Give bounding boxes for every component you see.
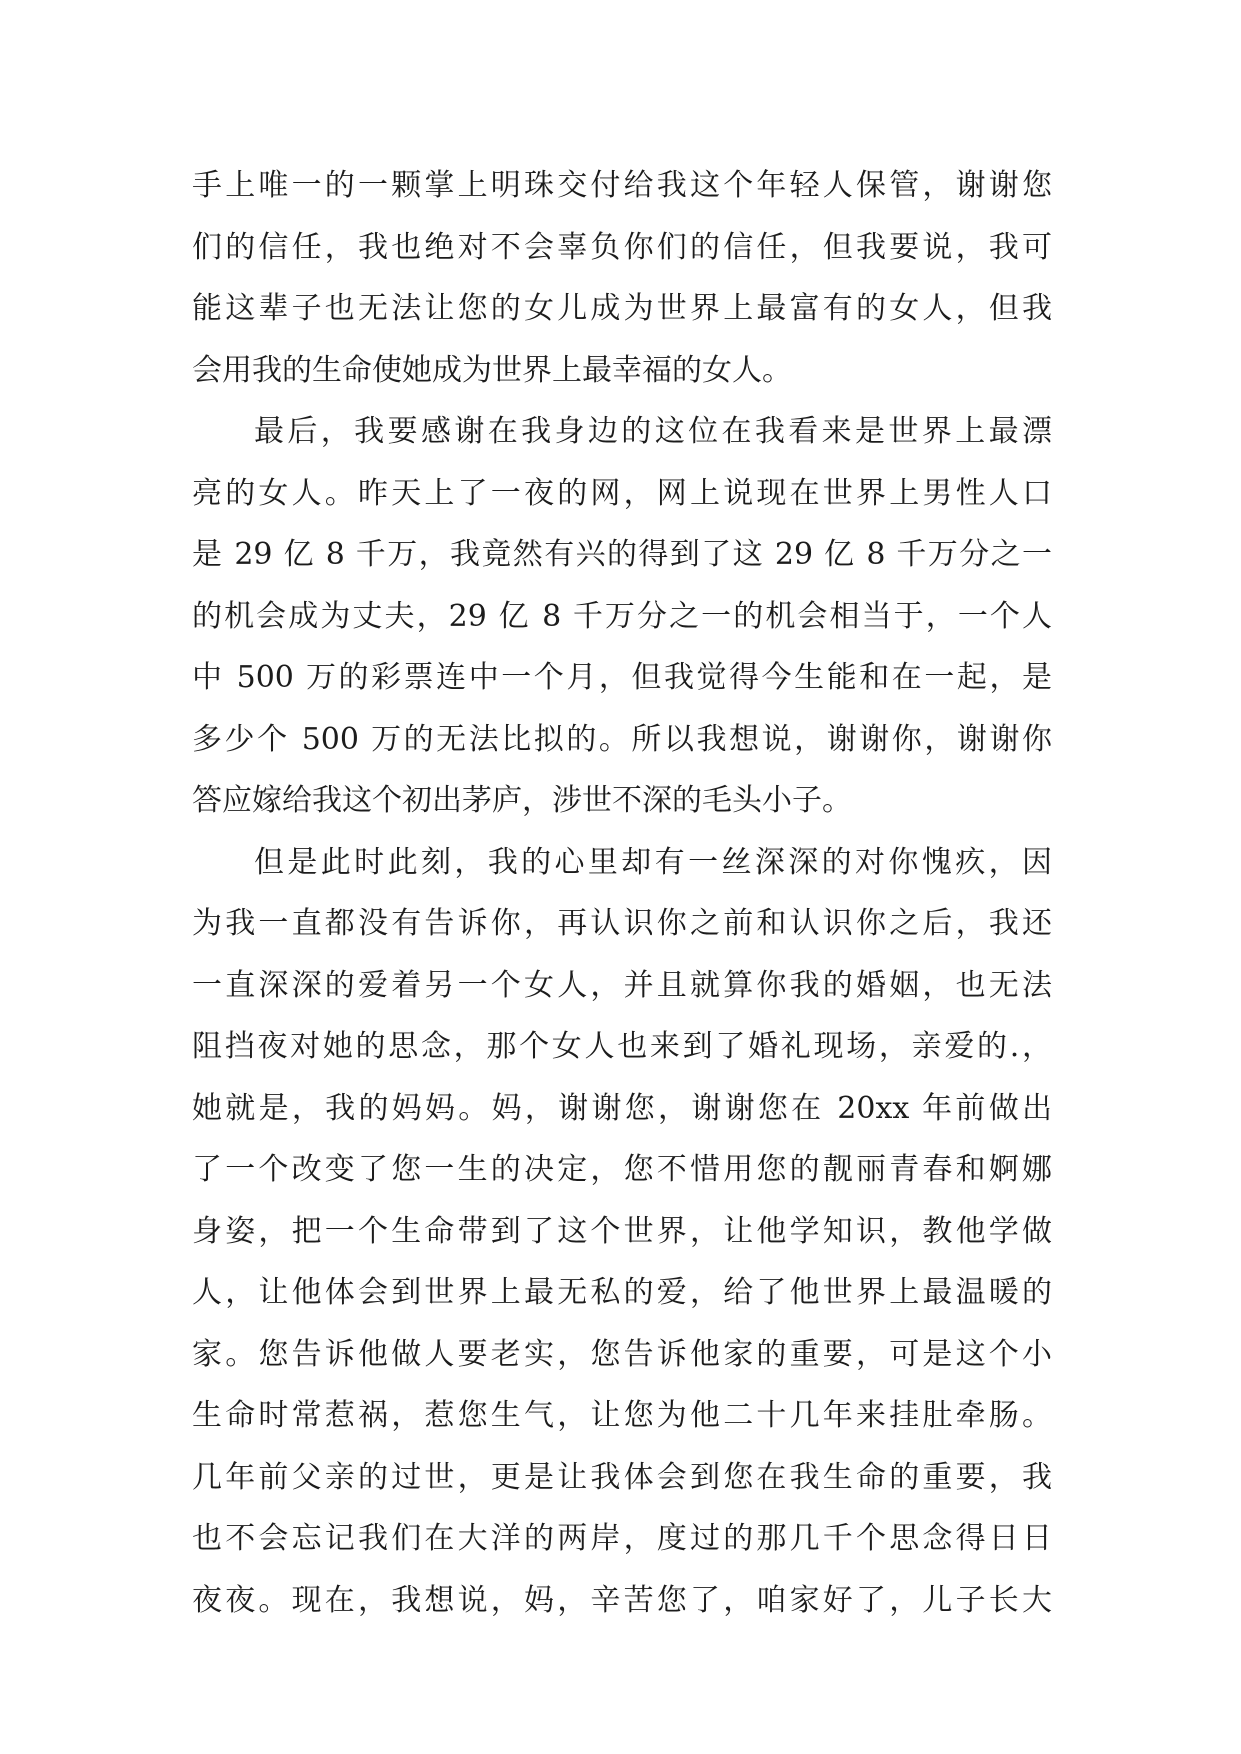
text-line: 会用我的生命使她成为世界上最幸福的女人。 bbox=[192, 352, 792, 388]
text-line: 了一个改变了您一生的决定，您不惜用您的靓丽青春和婀娜 bbox=[192, 1152, 1052, 1187]
text-line: 多少个 500 万的无法比拟的。所以我想说，谢谢你，谢谢你 bbox=[192, 721, 1052, 757]
text-line: 阻挡夜对她的思念，那个女人也来到了婚礼现场，亲爱的.， bbox=[192, 1029, 1052, 1064]
text-line: 的机会成为丈夫，29 亿 8 千万分之一的机会相当于，一个人 bbox=[192, 598, 1052, 634]
text-line: 家。您告诉他做人要老实，您告诉他家的重要，可是这个小 bbox=[192, 1336, 1052, 1372]
text-line: 手上唯一的一颗掌上明珠交付给我这个年轻人保管，谢谢您 bbox=[192, 168, 1052, 203]
text-line: 答应嫁给我这个初出茅庐，涉世不深的毛头小子。 bbox=[192, 783, 852, 818]
document-body bbox=[192, 155, 1052, 1631]
text-line: 们的信任，我也绝对不会辜负你们的信任，但我要说，我可 bbox=[192, 229, 1052, 265]
paragraph-first-line: 但是此时此刻，我的心里却有一丝深深的对你愧疚，因 bbox=[254, 844, 1052, 880]
paragraph-first-line: 最后，我要感谢在我身边的这位在我看来是世界上最漂 bbox=[254, 414, 1052, 449]
text-line: 她就是，我的妈妈。妈，谢谢您，谢谢您在 20xx 年前做出 bbox=[192, 1090, 1052, 1126]
text-line: 为我一直都没有告诉你，再认识你之前和认识你之后，我还 bbox=[192, 906, 1052, 941]
text-line: 几年前父亲的过世，更是让我体会到您在我生命的重要，我 bbox=[192, 1459, 1052, 1495]
text-line: 中 500 万的彩票连中一个月，但我觉得今生能和在一起，是 bbox=[192, 660, 1052, 695]
text-line: 人，让他体会到世界上最无私的爱，给了他世界上最温暖的 bbox=[192, 1275, 1052, 1310]
text-line: 能这辈子也无法让您的女儿成为世界上最富有的女人，但我 bbox=[192, 291, 1052, 326]
text-line: 一直深深的爱着另一个女人，并且就算你我的婚姻，也无法 bbox=[192, 967, 1052, 1003]
text-line: 是 29 亿 8 千万，我竟然有兴的得到了这 29 亿 8 千万分之一 bbox=[192, 537, 1052, 572]
text-line: 亮的女人。昨天上了一夜的网，网上说现在世界上男性人口 bbox=[192, 475, 1052, 511]
text-line: 生命时常惹祸，惹您生气，让您为他二十几年来挂肚牵肠。 bbox=[192, 1398, 1052, 1433]
text-line: 夜夜。现在，我想说，妈，辛苦您了，咱家好了，儿子长大 bbox=[192, 1582, 1052, 1618]
text-line: 也不会忘记我们在大洋的两岸，度过的那几千个思念得日日 bbox=[192, 1521, 1052, 1556]
text-line: 身姿，把一个生命带到了这个世界，让他学知识，教他学做 bbox=[192, 1213, 1052, 1249]
